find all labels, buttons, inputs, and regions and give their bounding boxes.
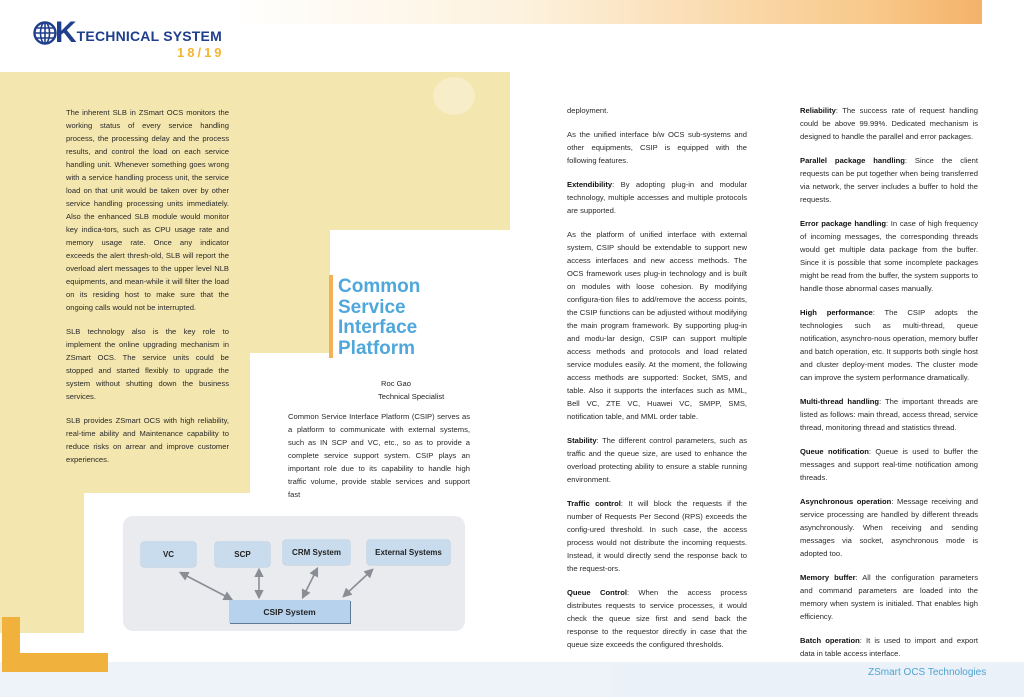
- paragraph-lead: Stability: [567, 436, 597, 445]
- paragraph-text: : Message receiving and service processing are handled by different threads asynchronously. When receiving and sending messages via socket, asynchronous mode is adopted too.: [800, 497, 978, 558]
- paragraph: [800, 306, 978, 384]
- title-line: Platform: [338, 337, 416, 359]
- paragraph-text: deployment.: [567, 106, 609, 115]
- paragraph-lead: Extendibility: [567, 180, 613, 189]
- node-crm-system: CRM System: [283, 540, 350, 565]
- paragraph-text: : The CSIP adopts the technologies such as multi-thread, queue notification, asynchro-nous operation, memory buffer and batch operation, etc. It supports both single host and cluster deploy-ment modes. The cluster mode can improve the system performance dramatically.: [800, 308, 978, 382]
- paragraph: [800, 154, 978, 206]
- article-title: [338, 277, 420, 359]
- paragraph-lead: Error package handling: [800, 219, 886, 228]
- right-column: [800, 104, 978, 671]
- paragraph: [800, 571, 978, 623]
- paragraph-text: As the platform of unified interface with external system, CSIP should be extendable to support new access interfaces and new access methods. The OCS framework uses plug-in technology and is built on modules with loose cohesion. By modifying configura-tion files to add/remove the access points, the CSIP functions can be adjusted without modifying the main program framework. By supporting plug-in and modu-lar design, CSIP can support multiple access methods and protocols and load related service modules easily. At the moment, the following access methods are supported: Socket, SMS, and table. Also it supports the interfaces such as MML, Bell VC, ZTE VC, Huawei VC, SMPP, SMS, notification table, and MML order table.: [567, 230, 747, 421]
- author-name: Roc Gao: [381, 379, 411, 388]
- paragraph: SLB provides ZSmart OCS with high reliability, real-time ability and Maintenance capability to reduce risks on arrear and improve customer experiences.: [66, 416, 229, 464]
- logo-letter: K: [55, 16, 76, 49]
- footer-section-label: ZSmart OCS Technologies: [868, 667, 987, 678]
- paragraph-text: : In case of high frequency of incoming messages, the corresponding threads would get multiple data package from the buffer. Since it is possible that some incomplete packages might be read from the buffer, the system supports to handle those abnormal cases manually.: [800, 219, 978, 293]
- node-scp: SCP: [215, 542, 270, 567]
- arrow-vc-csip: [181, 573, 231, 599]
- magazine-logo: [33, 16, 222, 49]
- paragraph: [800, 104, 978, 143]
- intro-column: [288, 410, 470, 512]
- paragraph-lead: Reliability: [800, 106, 836, 115]
- csip-architecture-diagram: [123, 516, 465, 631]
- paragraph-lead: Batch operation: [800, 636, 860, 645]
- paragraph: [567, 586, 747, 651]
- paragraph: [567, 228, 747, 423]
- paragraph: [567, 434, 747, 486]
- paragraph-text: : By adopting plug-in and modular technology, multiple accesses and multiple protocols are supported.: [567, 180, 747, 215]
- paragraph-text: : The different control parameters, such as traffic and the queue size, are used to enhance the overload protecting ability to ensure a stable running environment.: [567, 436, 747, 484]
- paragraph-text: : The success rate of request handling could be above 99.99%. Dedicated mechanism is designed to handle the parallel and error packages.: [800, 106, 978, 141]
- paragraph-lead: High performance: [800, 308, 873, 317]
- arrow-external-csip: [344, 570, 372, 596]
- title-line: Interface: [338, 317, 418, 338]
- paragraph: [800, 445, 978, 484]
- title-line: Service: [338, 296, 406, 318]
- paragraph: [800, 634, 978, 660]
- paragraph-text: : It is used to import and export data in table access interface.: [800, 636, 978, 658]
- paragraph-lead: Multi-thread handling: [800, 397, 880, 406]
- paragraph: [800, 217, 978, 295]
- orange-corner-accent: [2, 653, 108, 672]
- intro-paragraph: Common Service Interface Platform (CSIP) serves as a platform to communicate with external systems, such as IN SCP and VC, etc., so as to provide a complete service support system. CSIP plays an important role due to its capability to handle high traffic volume, provide stable services and support fast: [288, 412, 470, 499]
- paragraph-lead: Traffic control: [567, 499, 621, 508]
- yellow-panel: [0, 493, 84, 633]
- middle-column: [567, 104, 747, 662]
- author-role: Technical Specialist: [378, 392, 445, 401]
- paragraph-text: : All the configuration parameters and command parameters are loaded into the memory when system is initialed. That enables high efficiency.: [800, 573, 978, 621]
- title-line: Common: [338, 276, 421, 297]
- paragraph-lead: Queue Control: [567, 588, 627, 597]
- node-external-systems: External Systems: [367, 540, 450, 565]
- arrow-crm-csip: [303, 569, 317, 597]
- paragraph-text: : Queue is used to buffer the messages and support real-time notification among threads.: [800, 447, 978, 482]
- paragraph-lead: Memory buffer: [800, 573, 856, 582]
- paragraph-text: : It will block the requests if the number of Requests Per Second (RPS) exceeds the config-ured threshold. In such case, the access process would not distribute the incoming requests. Instead, it would directly send the response back to the request-ors.: [567, 499, 747, 573]
- paragraph-lead: Asynchronous operation: [800, 497, 892, 506]
- decorative-circle: [433, 77, 475, 115]
- node-vc: VC: [141, 542, 196, 567]
- paragraph: [567, 104, 747, 117]
- paragraph: [800, 495, 978, 560]
- paragraph-text: : Since the client requests can be put together when being transferred via network, the server includes a buffer to hold the requests.: [800, 156, 978, 204]
- paragraph-text: : The important threads are listed as follows: main thread, access thread, service thread, monitoring thread and statistics thread.: [800, 397, 978, 432]
- paragraph-lead: Queue notification: [800, 447, 869, 456]
- author-byline: [378, 377, 445, 403]
- paragraph-text: : When the access process distributes requests to service processes, it would check the queue size first and send back the response to the requestor directly in case that the queue size exceeds the configured thresholds.: [567, 588, 747, 649]
- paragraph: [800, 395, 978, 434]
- page-numbers: 18/19: [177, 45, 225, 60]
- paragraph: The inherent SLB in ZSmart OCS monitors the working status of every service handling process, the processing delay and the process results, and control the load on each service handling unit. Whenever something goes wrong with a service handling process unit, the service load on that unit would be taken over by other service handling processing units immediately. Also the enhanced SLB module would monitor key indica-tors, such as CPU usage rate and memory usage rate. Once any indicator exceeds the alert thresh-old, SLB will report the overload alert messages to the upper level NLB equipments, and mean-while it will filter the load on its residing host to make sure that the ongoing calls would not be interrupted.: [66, 108, 229, 312]
- header-gradient-band: [230, 0, 982, 24]
- paragraph-lead: Parallel package handling: [800, 156, 905, 165]
- logo-text: TECHNICAL SYSTEM: [76, 28, 222, 44]
- globe-icon: [33, 21, 57, 45]
- paragraph: [567, 128, 747, 167]
- paragraph: SLB technology also is the key role to implement the online upgrading mechanism in ZSmart OCS. The service units could be stopped and started flexibly to upgrade the system without shutting down the business services.: [66, 327, 229, 401]
- node-csip-system: CSIP System: [229, 600, 350, 623]
- paragraph: [567, 178, 747, 217]
- paragraph: [567, 497, 747, 575]
- paragraph-text: As the unified interface b/w OCS sub-systems and other equipments, CSIP is equipped with the following features.: [567, 130, 747, 165]
- left-column: [66, 106, 229, 477]
- title-accent-bar: [329, 275, 333, 358]
